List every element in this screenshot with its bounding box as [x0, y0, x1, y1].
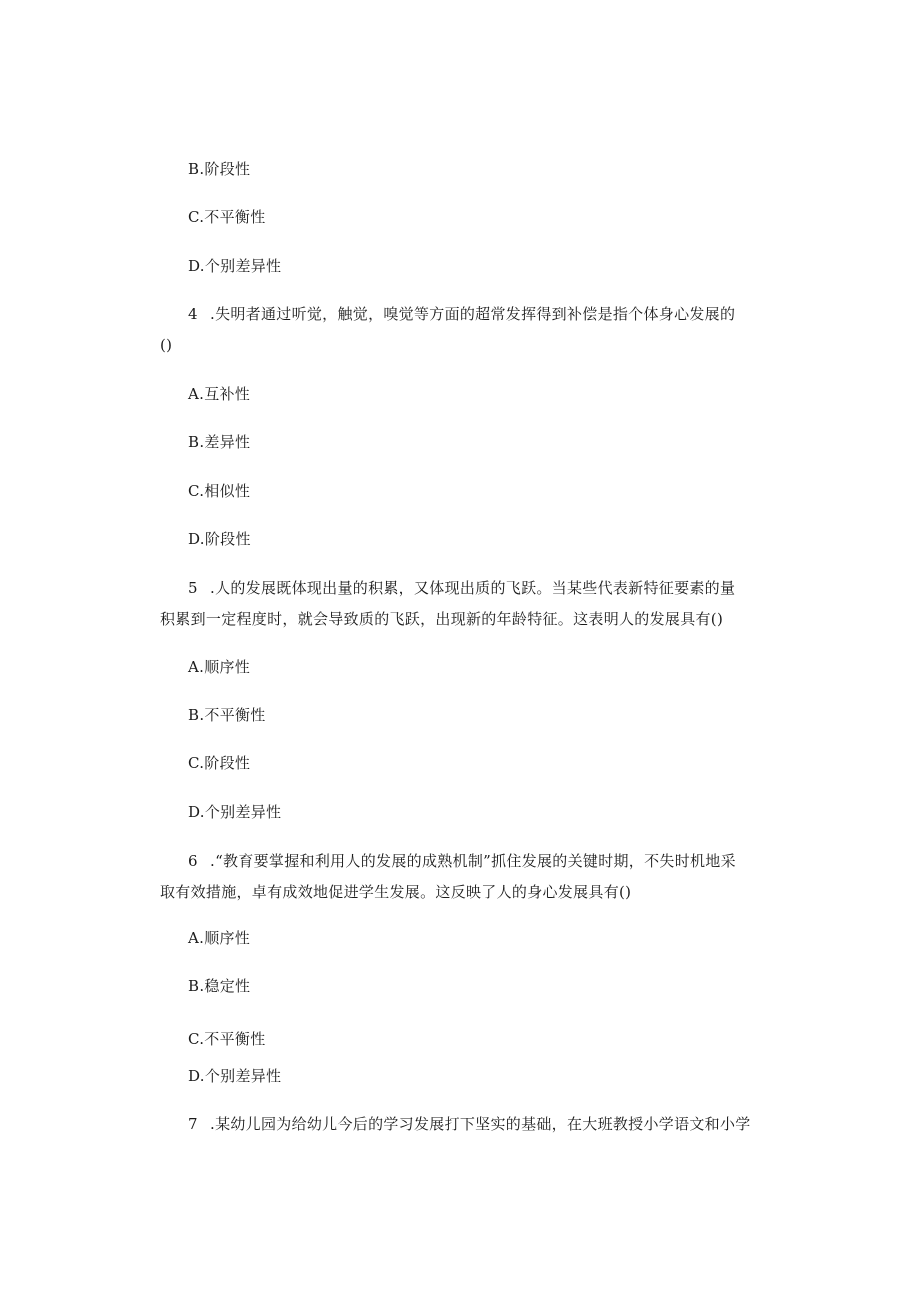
q4-line1 — [188, 304, 735, 324]
q6-option-a: A.顺序性 — [188, 929, 251, 947]
q5-number: 5 — [188, 579, 198, 597]
q5-text-line1: .人的发展既体现出量的积累，又体现出质的飞跃。当某些代表新特征要素的量 — [210, 579, 736, 597]
q4-number: 4 — [188, 305, 198, 323]
q6-option-b: B.稳定性 — [188, 977, 251, 995]
q6-number: 6 — [188, 852, 198, 870]
q4-option-a: A.互补性 — [188, 385, 251, 403]
q4-option-c: C.相似性 — [188, 482, 251, 500]
q4-option-b: B.差异性 — [188, 433, 251, 451]
q3-option-c: C.不平衡性 — [188, 208, 266, 226]
q6-option-d: D.个别差异性 — [188, 1067, 282, 1085]
q5-option-b: B.不平衡性 — [188, 706, 266, 724]
q7-line1 — [188, 1114, 751, 1134]
q3-option-b: B.阶段性 — [188, 160, 251, 178]
q7-text-line1: .某幼儿园为给幼儿今后的学习发展打下坚实的基础，在大班教授小学语文和小学 — [210, 1115, 751, 1133]
q5-option-c: C.阶段性 — [188, 754, 251, 772]
q5-option-a: A.顺序性 — [188, 658, 251, 676]
q6-line1 — [188, 851, 736, 871]
q3-option-d: D.个别差异性 — [188, 257, 282, 275]
q6-option-c: C.不平衡性 — [188, 1030, 266, 1048]
q6-text-line1: .“教育要掌握和利用人的发展的成熟机制”抓住发展的关键时期，不失时机地采 — [210, 852, 736, 870]
q5-option-d: D.个别差异性 — [188, 803, 282, 821]
q5-text-line2: 积累到一定程度时，就会导致质的飞跃，出现新的年龄特征。这表明人的发展具有() — [160, 610, 724, 628]
q4-text-line2: () — [160, 336, 173, 354]
q5-line1 — [188, 578, 735, 598]
q7-number: 7 — [188, 1115, 198, 1133]
q4-text-line1: .失明者通过听觉，触觉，嗅觉等方面的超常发挥得到补偿是指个体身心发展的 — [210, 305, 736, 323]
q4-option-d: D.阶段性 — [188, 530, 251, 548]
q6-text-line2: 取有效措施，卓有成效地促进学生发展。这反映了人的身心发展具有() — [160, 883, 632, 901]
